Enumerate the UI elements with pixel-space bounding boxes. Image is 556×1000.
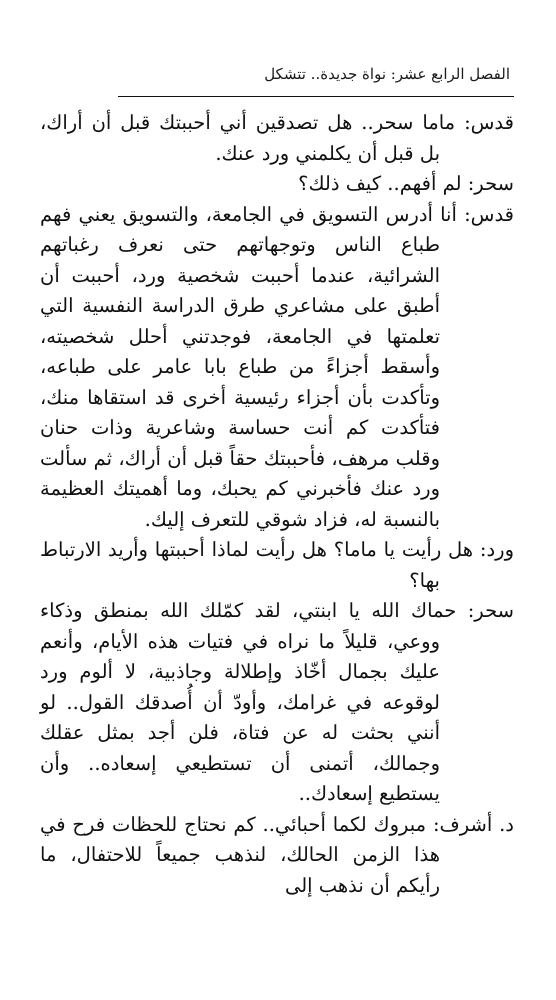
dialogue-text: حماك الله يا ابنتي، لقد كمّلك الله بمنطق وذكاء ووعي، قليلاً ما نراه في فتيات هذه الأيام، وأنعم عليك بجمال أخّاذ وإطلالة وجاذبية، لا ألوم ورد لوقوعه في غرامك، وأودّ أن أُصدقك القول.. لو أنني بحثت له عن فتاة، فلن أجد بمثل عقلك وجمالك، أتمنى أن تستطيعي إسعاده.. وأن يستطيع إسعادك.. [40,599,457,805]
body-text [40,108,514,901]
dialogue-paragraph [40,108,514,169]
dialogue-text: مبروك لكما أحبائي.. كم نحتاج للحظات فرح في هذا الزمن الحالك، لنذهب جميعاً للاحتفال، ما رأيكم أن نذهب إلى [40,812,440,897]
speaker-name: سحر: [467,599,514,622]
dialogue-text: ماما سحر.. هل تصدقين أني أحببتك قبل أن أراك، بل قبل أن يكلمني ورد عنك. [40,111,456,165]
dialogue-paragraph [40,596,514,810]
speaker-name: ورد: [479,538,515,561]
speaker-name: د. أشرف: [432,812,514,836]
speaker-name: قدس: [464,202,515,226]
speaker-name: سحر: [467,172,514,195]
dialogue-paragraph [40,535,514,596]
speaker-name: قدس: [464,111,514,134]
dialogue-text: هل رأيت يا ماما؟ هل رأيت لماذا أحببتها وأريد الارتباط بها؟ [40,538,474,592]
dialogue-paragraph [40,169,514,200]
dialogue-text: أنا أدرس التسويق في الجامعة، والتسويق يعني فهم طباع الناس وتوجهاتهم حتى نعرف رغباتهم الشرائية، عندما أحببت شخصية ورد، أحببت أن أطبق على مشاعري طرق الدراسة النفسية التي تعلمتها في الجامعة، فوجدتني أحلل شخصيته، وأسقط أجزاءً من طباع بابا عامر على طباعه، وتأكدت بأن أجزاء رئيسية أخرى قد استقاها منك، فتأكدت كم أنت حساسة وشاعرية وذات حنان وقلب مرهف، فأحببتك حقاً قبل أن أراك، ثم سألت ورد عنك فأخبرني كم يحبك، وما أهميتك العظيمة بالنسبة له، فزاد شوقي للتعرف إليك. [40,202,457,531]
header-divider [118,96,514,97]
dialogue-paragraph [40,200,514,536]
running-header: الفصل الرابع عشر: نواة جديدة.. تتشكل [264,65,510,83]
dialogue-paragraph [40,810,514,902]
dialogue-text: لم أفهم.. كيف ذلك؟ [298,172,462,195]
